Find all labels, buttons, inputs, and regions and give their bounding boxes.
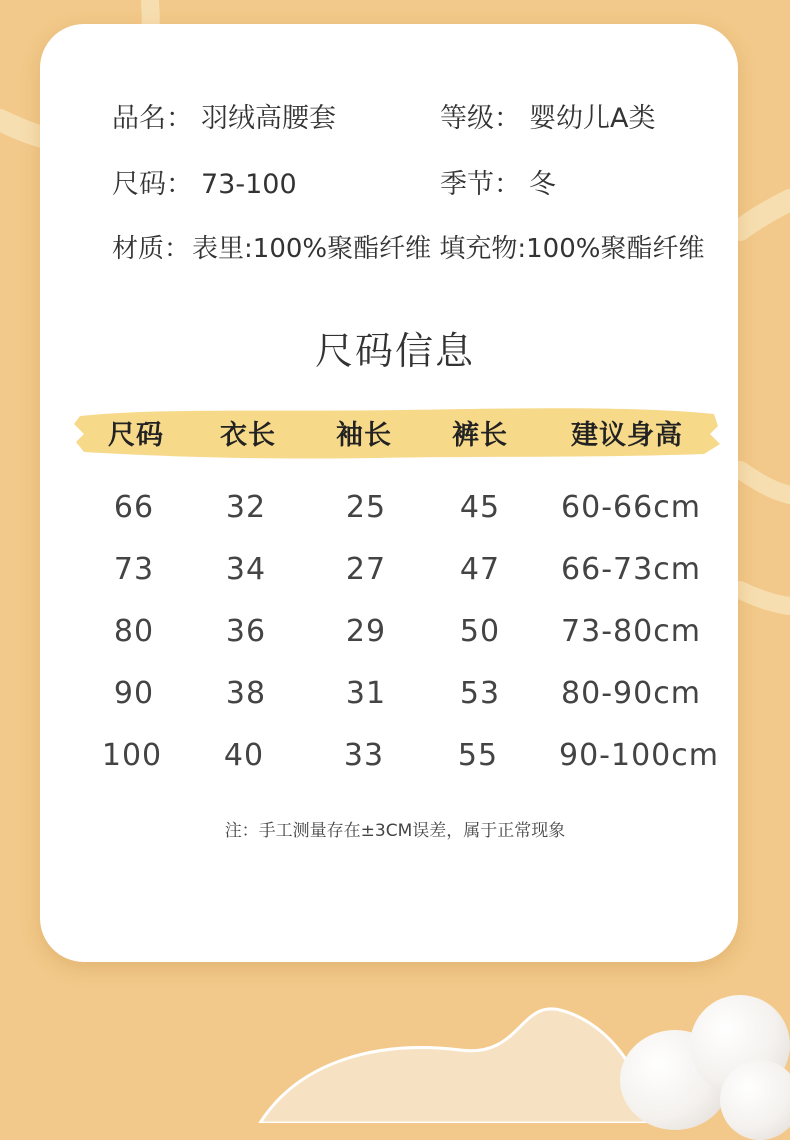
table-cell: 100 bbox=[101, 738, 163, 773]
table-cell: 73 bbox=[113, 552, 155, 587]
table-cell: 55 bbox=[457, 738, 499, 773]
table-cell: 29 bbox=[345, 614, 387, 649]
table-cell: 50 bbox=[459, 614, 501, 649]
table-cell: 32 bbox=[225, 490, 267, 525]
cotton-ball-decoration bbox=[720, 1060, 790, 1140]
table-cell: 31 bbox=[345, 676, 387, 711]
product-name-row bbox=[112, 96, 336, 135]
table-cell: 36 bbox=[225, 614, 267, 649]
grade-label: 等级： bbox=[440, 103, 521, 134]
measurement-note: 注：手工测量存在±3CM误差，属于正常现象 bbox=[224, 821, 566, 841]
size-label: 尺码： bbox=[112, 169, 193, 200]
table-cell: 80-90cm bbox=[561, 676, 701, 711]
table-cell: 90-100cm bbox=[559, 738, 719, 773]
size-row bbox=[112, 162, 297, 201]
table-cell: 73-80cm bbox=[561, 614, 701, 649]
table-cell: 60-66cm bbox=[561, 490, 701, 525]
season-label: 季节： bbox=[440, 169, 521, 200]
season-value: 冬 bbox=[529, 169, 556, 200]
header-size: 尺码 bbox=[108, 420, 164, 451]
grade-value: 婴幼儿A类 bbox=[529, 103, 656, 134]
table-cell: 40 bbox=[223, 738, 265, 773]
material-row bbox=[112, 228, 704, 265]
season-row bbox=[440, 162, 556, 201]
material-value: 表里:100%聚酯纤维 填充物:100%聚酯纤维 bbox=[192, 234, 705, 264]
table-cell: 90 bbox=[113, 676, 155, 711]
header-recommended-height: 建议身高 bbox=[571, 420, 683, 451]
grade-row bbox=[440, 96, 655, 135]
table-cell: 34 bbox=[225, 552, 267, 587]
material-label: 材质： bbox=[112, 234, 191, 264]
table-cell: 47 bbox=[459, 552, 501, 587]
table-cell: 45 bbox=[459, 490, 501, 525]
table-cell: 33 bbox=[343, 738, 385, 773]
product-name-label: 品名： bbox=[112, 103, 193, 134]
table-cell: 38 bbox=[225, 676, 267, 711]
size-table-title: 尺码信息 bbox=[314, 329, 475, 373]
table-cell: 66 bbox=[113, 490, 155, 525]
header-sleeve-length: 袖长 bbox=[336, 420, 392, 451]
table-cell: 27 bbox=[345, 552, 387, 587]
size-value: 73-100 bbox=[201, 169, 297, 200]
table-cell: 66-73cm bbox=[561, 552, 701, 587]
header-pants-length: 裤长 bbox=[452, 420, 508, 451]
table-cell: 53 bbox=[459, 676, 501, 711]
table-cell: 80 bbox=[113, 614, 155, 649]
product-name-value: 羽绒高腰套 bbox=[201, 103, 336, 134]
header-top-length: 衣长 bbox=[220, 420, 276, 451]
table-cell: 25 bbox=[345, 490, 387, 525]
